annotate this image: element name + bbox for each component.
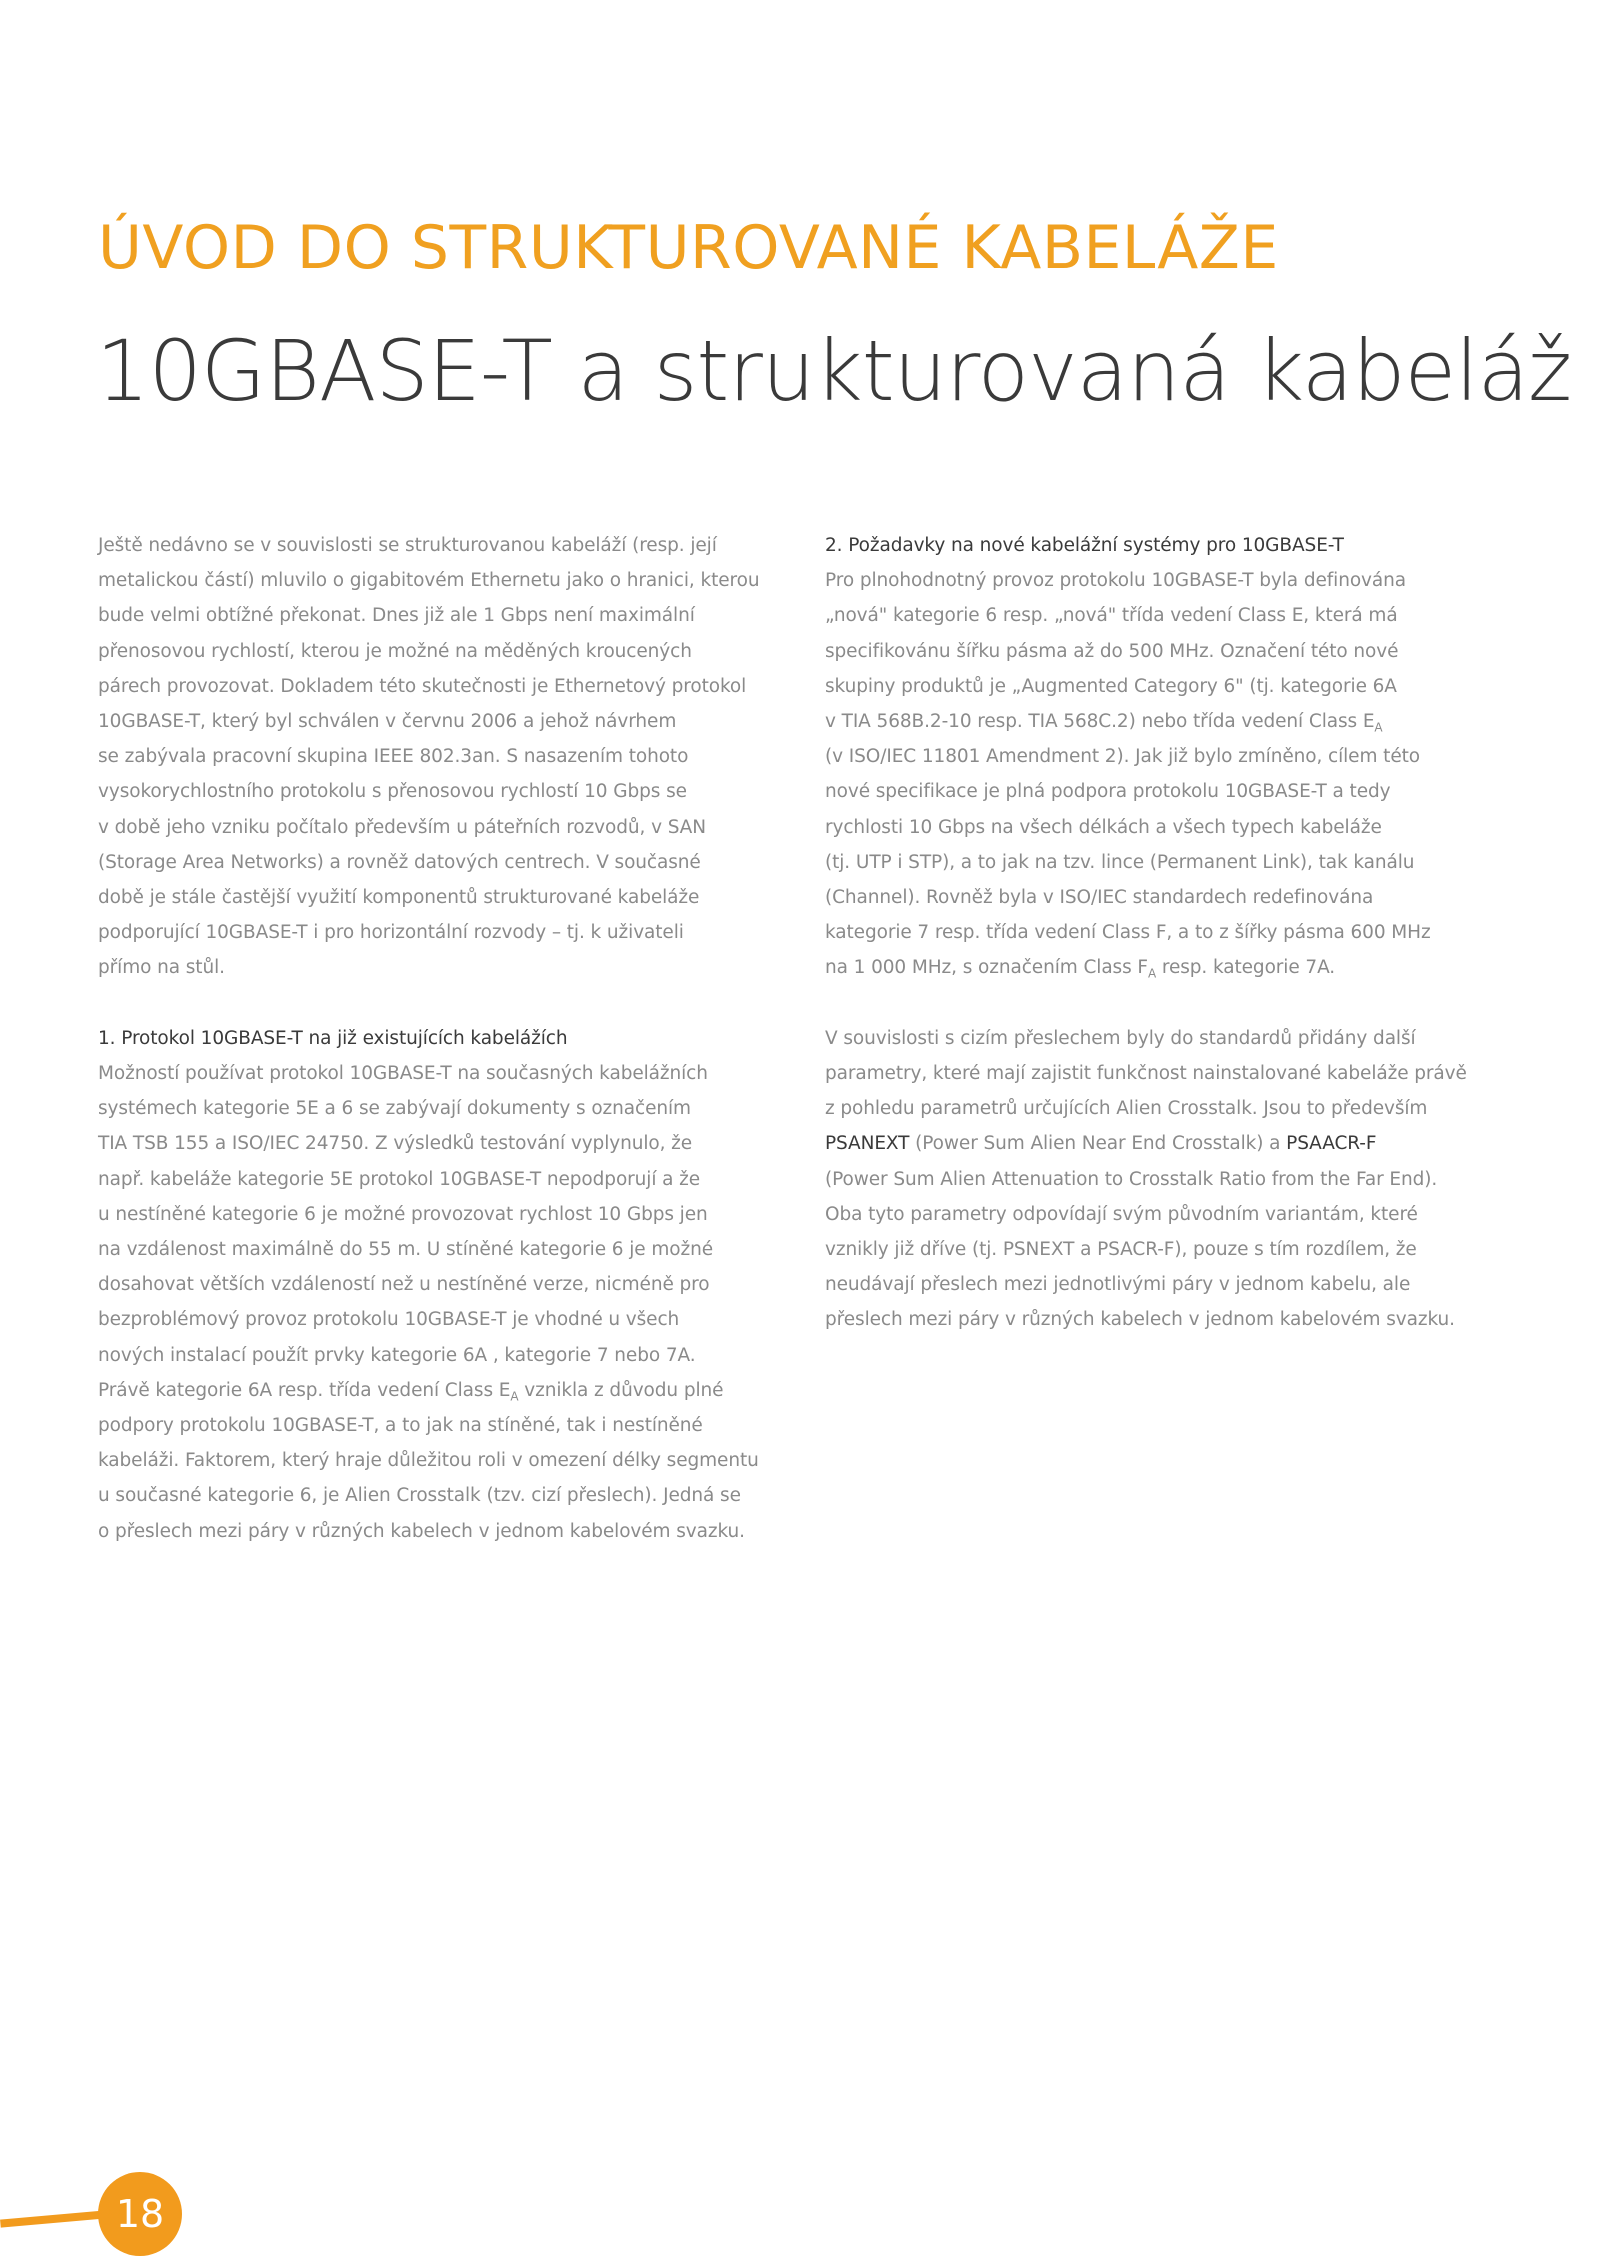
section-2-heading: 2. Požadavky na nové kabelážní systémy pro 10GBASE-T [825, 535, 1344, 556]
text-line: TIA TSB 155 a ISO/IEC 24750. Z výsledků testování vyplynulo, že [98, 1133, 693, 1155]
text-line: vznikly již dříve (tj. PSNEXT a PSACR-F), pouze s tím rozdílem, že [825, 1239, 1417, 1261]
text-line: (Channel). Rovněž byla v ISO/IEC standardech redefinována [825, 887, 1374, 909]
text-line: z pohledu parametrů určujících Alien Crosstalk. Jsou to především [825, 1098, 1428, 1120]
text-line: o přeslech mezi páry v různých kabelech v jednom kabelovém svazku. [98, 1520, 745, 1542]
section-2-paragraph [825, 563, 1537, 985]
text-line: podpory protokolu 10GBASE-T, a to jak na stíněné, tak i nestíněné [98, 1415, 703, 1437]
text-line: přenosovou rychlostí, kterou je možné na měděných kroucených [98, 640, 692, 662]
text-line: rychlosti 10 Gbps na všech délkách a všech typech kabeláže [825, 816, 1382, 838]
subscript: A [1374, 720, 1383, 735]
text-run: resp. kategorie 7A. [1156, 957, 1336, 979]
text-line: V souvislosti s cizím přeslechem byly do standardů přidány další [825, 1027, 1416, 1049]
text-run: v TIA 568B.2-10 resp. TIA 568C.2) nebo třída vedení Class E [825, 711, 1375, 733]
text-line: vysokorychlostního protokolu s přenosovou rychlostí 10 Gbps se [98, 781, 687, 803]
text-line: neudávají přeslech mezi jednotlivými páry v jednom kabelu, ale [825, 1274, 1411, 1296]
right-column [825, 528, 1537, 1338]
text-line: (tj. UTP i STP), a to jak na tzv. lince (Permanent Link), tak kanálu [825, 851, 1415, 873]
text-line: např. kabeláže kategorie 5E protokol 10GBASE-T nepodporují a že [98, 1168, 701, 1190]
text-line: kabeláži. Faktorem, který hraje důležitou roli v omezení délky segmentu [98, 1450, 759, 1472]
text-line: Pro plnohodnotný provoz protokolu 10GBASE-T byla definována [825, 570, 1406, 592]
text-line: bude velmi obtížné překonat. Dnes již ale 1 Gbps není maximální [98, 605, 695, 627]
text-line: párech provozovat. Dokladem této skutečnosti je Ethernetový protokol [98, 675, 747, 697]
text-line: systémech kategorie 5E a 6 se zabývají dokumenty s označením [98, 1098, 691, 1120]
text-line: (Power Sum Alien Attenuation to Crosstalk Ratio from the Far End). [825, 1168, 1438, 1190]
text-line: parametry, které mají zajistit funkčnost nainstalované kabeláže právě [825, 1063, 1467, 1085]
subscript: A [1147, 967, 1157, 982]
text-line: bezproblémový provoz protokolu 10GBASE-T je vhodné u všech [98, 1309, 680, 1331]
text-line: skupiny produktů je „Augmented Category 6" (tj. kategorie 6A [825, 675, 1397, 697]
text-line: v době jeho vzniku počítalo především u páteřních rozvodů, v SAN [98, 816, 706, 838]
left-column [98, 528, 810, 1549]
text-line: nových instalací použít prvky kategorie 6A , kategorie 7 nebo 7A. [98, 1344, 696, 1366]
text-line: specifikovánu šířku pásma až do 500 MHz. Označení této nové [825, 640, 1399, 662]
text-line: přímo na stůl. [98, 957, 225, 979]
text-run: vznikla z důvodu plné [518, 1379, 724, 1401]
text-line: u nestíněné kategorie 6 je možné provozovat rychlost 10 Gbps jen [98, 1203, 708, 1225]
section-kicker: ÚVOD DO STRUKTUROVANÉ KABELÁŽE [98, 213, 1279, 283]
text-line: (v ISO/IEC 11801 Amendment 2). Jak již bylo zmíněno, cílem této [825, 746, 1420, 768]
text-line: „nová" kategorie 6 resp. „nová" třída vedení Class E, která má [825, 605, 1398, 627]
text-line [825, 950, 1537, 985]
text-line: metalickou částí) mluvilo o gigabitovém Ethernetu jako o hranici, kterou [98, 570, 760, 592]
text-line [825, 704, 1537, 739]
text-line: se zabývala pracovní skupina IEEE 802.3an. S nasazením tohoto [98, 746, 689, 768]
text-line: době je stále častější využití komponentů strukturované kabeláže [98, 887, 700, 909]
text-line: podporující 10GBASE-T i pro horizontální rozvody – tj. k uživateli [98, 922, 684, 944]
section-3-paragraph [825, 1021, 1537, 1338]
text-line: na vzdálenost maximálně do 55 m. U stíněné kategorie 6 je možné [98, 1239, 713, 1261]
text-line: Ještě nedávno se v souvislosti se strukturovanou kabeláží (resp. její [98, 535, 717, 556]
text-line: Možností používat protokol 10GBASE-T na současných kabelážních [98, 1063, 708, 1085]
text-line: kategorie 7 resp. třída vedení Class F, a to z šířky pásma 600 MHz [825, 922, 1431, 944]
text-line: Oba tyto parametry odpovídají svým původním variantám, které [825, 1203, 1418, 1225]
page-title: 10GBASE-T a strukturovaná kabeláž [96, 322, 1572, 420]
text-line: dosahovat větších vzdáleností než u nestíněné verze, nicméně pro [98, 1274, 710, 1296]
text-line: nové specifikace je plná podpora protokolu 10GBASE-T a tedy [825, 781, 1391, 803]
term-psanext: PSANEXT [825, 1133, 910, 1155]
text-line: 10GBASE-T, který byl schválen v červnu 2006 a jehož návrhem [98, 711, 677, 733]
text-line [825, 1126, 1537, 1161]
text-line [98, 1373, 810, 1408]
intro-paragraph [98, 528, 810, 986]
section-1-paragraph [98, 1056, 810, 1549]
term-psaacr-f: PSAACR-F [1286, 1133, 1377, 1155]
paragraph-gap [825, 986, 1537, 1021]
paragraph-gap [98, 986, 810, 1021]
text-run: (Power Sum Alien Near End Crosstalk) a [909, 1133, 1287, 1155]
page-number: 18 [98, 2172, 182, 2256]
text-line: přeslech mezi páry v různých kabelech v jednom kabelovém svazku. [825, 1309, 1455, 1331]
text-run: na 1 000 MHz, s označením Class F [825, 957, 1148, 979]
text-run: Právě kategorie 6A resp. třída vedení Class E [98, 1379, 511, 1401]
text-line: (Storage Area Networks) a rovněž datových centrech. V současné [98, 851, 701, 873]
page-number-bar [0, 2210, 110, 2228]
section-1-heading: 1. Protokol 10GBASE-T na již existujících kabelážích [98, 1027, 568, 1049]
text-line: u současné kategorie 6, je Alien Crosstalk (tzv. cizí přeslech). Jedná se [98, 1485, 741, 1507]
subscript: A [510, 1389, 519, 1404]
